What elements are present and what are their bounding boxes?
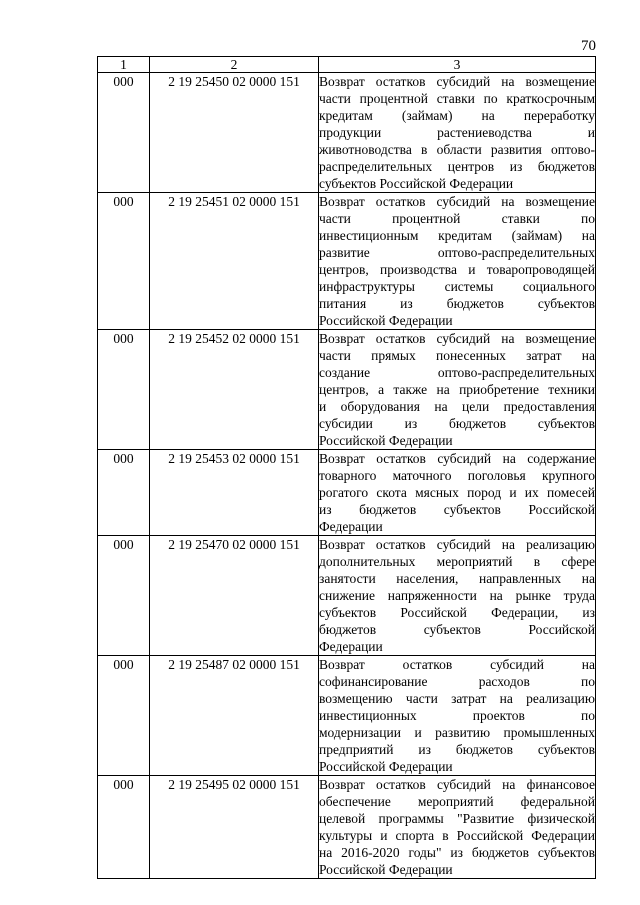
- income-name-line: развитие оптово-распределительных: [319, 245, 595, 260]
- income-name-line: обеспечение мероприятий федеральной: [319, 794, 595, 809]
- income-name-line: товарного маточного поголовья крупного: [319, 468, 595, 483]
- income-name-line: предприятий из бюджетов субъектов: [319, 742, 595, 757]
- income-name-line: субъектов Российской Федерации, из: [319, 605, 595, 620]
- page-number: 70: [581, 38, 596, 54]
- income-name-cell: [319, 450, 596, 536]
- budget-classification-code-cell: 2 19 25451 02 0000 151: [150, 193, 319, 330]
- table-row: [98, 73, 596, 193]
- income-name-line: распределительных центров из бюджетов: [319, 159, 595, 174]
- income-name-line: создание оптово-распределительных: [319, 365, 595, 380]
- income-name-line: целевой программы "Развитие физической: [319, 811, 595, 826]
- income-name-cell: [319, 656, 596, 776]
- income-name-cell: [319, 193, 596, 330]
- income-name-line: субъектов Российской Федерации: [319, 176, 514, 191]
- income-name-line: инвестиционных проектов по: [319, 708, 595, 723]
- income-name-line: культуры и спорта в Российской Федерации: [319, 828, 595, 843]
- income-name-line: модернизации и развитию промышленных: [319, 725, 595, 740]
- budget-classification-code-cell: 2 19 25470 02 0000 151: [150, 536, 319, 656]
- admin-code-cell: 000: [98, 73, 150, 193]
- income-name-cell: [319, 73, 596, 193]
- income-name-cell: [319, 536, 596, 656]
- income-name-line: Российской Федерации: [319, 862, 453, 877]
- table-header-row: [98, 57, 596, 73]
- income-name-line: субсидии из бюджетов субъектов: [319, 416, 595, 431]
- income-name-line: Возврат остатков субсидий на реализацию: [319, 537, 595, 552]
- table-row: [98, 536, 596, 656]
- income-name-line: возмещению части затрат на реализацию: [319, 691, 595, 706]
- table-row: [98, 193, 596, 330]
- table-row: [98, 776, 596, 879]
- income-name-line: бюджетов субъектов Российской: [319, 622, 595, 637]
- income-name-line: софинансирование расходов по: [319, 674, 595, 689]
- income-name-line: снижение напряженности на рынке труда: [319, 588, 595, 603]
- column-header-3: 3: [319, 57, 596, 73]
- income-name-line: Российской Федерации: [319, 313, 453, 328]
- income-name-line: дополнительных мероприятий в сфере: [319, 554, 595, 569]
- income-name-line: Возврат остатков субсидий на финансовое: [319, 777, 595, 792]
- income-name-line: части процентной ставки по: [319, 211, 595, 226]
- income-name-cell: [319, 776, 596, 879]
- income-name-line: из бюджетов субъектов Российской: [319, 502, 595, 517]
- budget-classification-code-cell: 2 19 25487 02 0000 151: [150, 656, 319, 776]
- admin-code-cell: 000: [98, 656, 150, 776]
- table-body: [98, 73, 596, 879]
- income-name-line: и оборудования на цели предоставления: [319, 399, 595, 414]
- admin-code-cell: 000: [98, 536, 150, 656]
- admin-code-cell: 000: [98, 193, 150, 330]
- budget-classification-code-cell: 2 19 25450 02 0000 151: [150, 73, 319, 193]
- budget-classification-code-cell: 2 19 25453 02 0000 151: [150, 450, 319, 536]
- income-name-line: Федерации: [319, 639, 383, 654]
- income-name-line: части процентной ставки по краткосрочным: [319, 91, 595, 106]
- income-name-cell: [319, 330, 596, 450]
- income-name-line: занятости населения, направленных на: [319, 571, 595, 586]
- income-name-line: центров, а также на приобретение техники: [319, 382, 595, 397]
- income-name-line: Российской Федерации: [319, 759, 453, 774]
- admin-code-cell: 000: [98, 776, 150, 879]
- income-name-line: рогатого скота мясных пород и их помесей: [319, 485, 595, 500]
- budget-codes-table: [97, 56, 596, 879]
- income-name-line: Возврат остатков субсидий на возмещение: [319, 74, 595, 89]
- income-name-line: на 2016-2020 годы" из бюджетов субъектов: [319, 845, 595, 860]
- income-name-line: кредитам (займам) на переработку: [319, 108, 595, 123]
- income-name-line: инвестиционным кредитам (займам) на: [319, 228, 595, 243]
- budget-classification-code-cell: 2 19 25495 02 0000 151: [150, 776, 319, 879]
- admin-code-cell: 000: [98, 450, 150, 536]
- income-name-line: Федерации: [319, 519, 383, 534]
- table-row: [98, 450, 596, 536]
- income-name-line: Возврат остатков субсидий на возмещение: [319, 331, 595, 346]
- income-name-line: Возврат остатков субсидий на содержание: [319, 451, 595, 466]
- income-name-line: Возврат остатков субсидий на: [319, 657, 595, 672]
- income-name-line: Российской Федерации: [319, 433, 453, 448]
- table-row: [98, 330, 596, 450]
- budget-classification-code-cell: 2 19 25452 02 0000 151: [150, 330, 319, 450]
- income-name-line: инфраструктуры системы социального: [319, 279, 595, 294]
- income-name-line: центров, производства и товаропроводящей: [319, 262, 595, 277]
- income-name-line: Возврат остатков субсидий на возмещение: [319, 194, 595, 209]
- table-row: [98, 656, 596, 776]
- income-name-line: питания из бюджетов субъектов: [319, 296, 595, 311]
- income-name-line: части прямых понесенных затрат на: [319, 348, 595, 363]
- income-name-line: продукции растениеводства и: [319, 125, 595, 140]
- column-header-1: 1: [98, 57, 150, 73]
- income-name-line: животноводства в области развития оптово-: [319, 142, 595, 157]
- column-header-2: 2: [150, 57, 319, 73]
- admin-code-cell: 000: [98, 330, 150, 450]
